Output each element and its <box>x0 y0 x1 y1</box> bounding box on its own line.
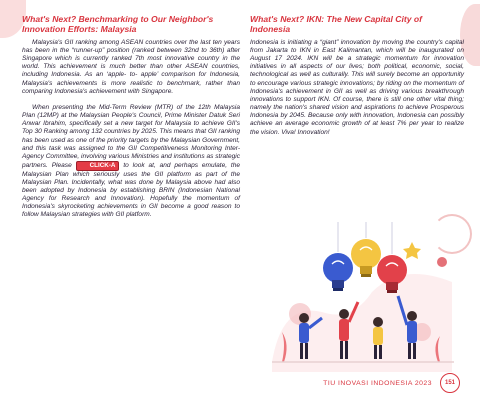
left-paragraph-2-end: to look at, and perhaps emulate, the Malaysian Plan which seriously uses the GII platform as part of the Malaysian Plan. Incidentally, what was done by Malaysia above had also been adopted by Indonesia by establishing BRIN (Indonesian National Agency for Research and Innovation). Hopefully the momentum of Indonesia's skyrocketing achievements in GII become a good reason to follow Malaysian strategies with GII platform. <box>22 162 240 219</box>
right-section-title: What's Next? IKN: The New Capital City of Indonesia <box>250 14 423 35</box>
left-section-title: What's Next? Benchmarking to Our Neighbor's Innovation Efforts: Malaysia <box>22 14 214 35</box>
lightbulb-icon <box>351 239 381 277</box>
right-paragraph-1: Indonesia is initiating a “giant” innovation by moving the country's capital from Jakarta to IKN in East Kalimantan, which will be inaugurated on August 17 2024. IKN will be a strategic momentum for innovation initiatives in all aspects of our lives; both political, economic, social, technological as well as culturally. This will surely become an opportunity to encourage various strategic innovations; by riding on the momentum of Indonesia's achievement in GII as well as driving various breakthrough innovations to support IKN. Of course, there is still one other vital thing; namely the nation's shared vision and aspirations to achieve Prosperous Indonesia by 2045. Because only with innovation, Indonesia can possibly achieve an average economic growth of at least 7% per year to realize the vision. Viva! Innovation! <box>250 38 464 136</box>
page-number: 151 <box>440 373 460 393</box>
left-paragraph-2 <box>22 104 240 220</box>
left-column <box>22 14 240 220</box>
left-paragraph-1: Malaysia's GII ranking among ASEAN countries over the last ten years has been in the “runner-up” position (ranked between 32nd to 36th) after Singapore which is currently ranked 7th most innovative country in the world. This achievement is much better than other ASEAN countries, including Indonesia. As an ‘apple- to- apple’ comparison for Indonesia, Malaysia's achievements is more realistic to benchmark, rather than comparing Indonesia's achievement with Singapore. <box>22 38 240 95</box>
click-a-button[interactable]: CLICK-A <box>76 161 120 171</box>
innovation-illustration <box>262 222 462 372</box>
lightbulb-icon <box>323 253 353 291</box>
footer-label: TIU INOVASI INDONESIA 2023 <box>323 380 432 387</box>
right-column <box>250 14 464 137</box>
left-paragraph-2-start: When presenting the Mid-Term Review (MTR) of the 12th Malaysia Plan (12MP) at the Malaysian People's Council, Prime Minister Datuk Seri Anwar Ibrahim, specifically set a new target for Malaysia to achieve GII's Top 30 Ranking among 132 countries by 2025. This means that GII ranking has been used as one of the priority targets by the Malaysian Government, and this task was assigned to the GII Competitiveness Monitoring Inter-Agency Committee, involving various Ministries and institutions as strategic partners. Please <box>22 103 240 169</box>
